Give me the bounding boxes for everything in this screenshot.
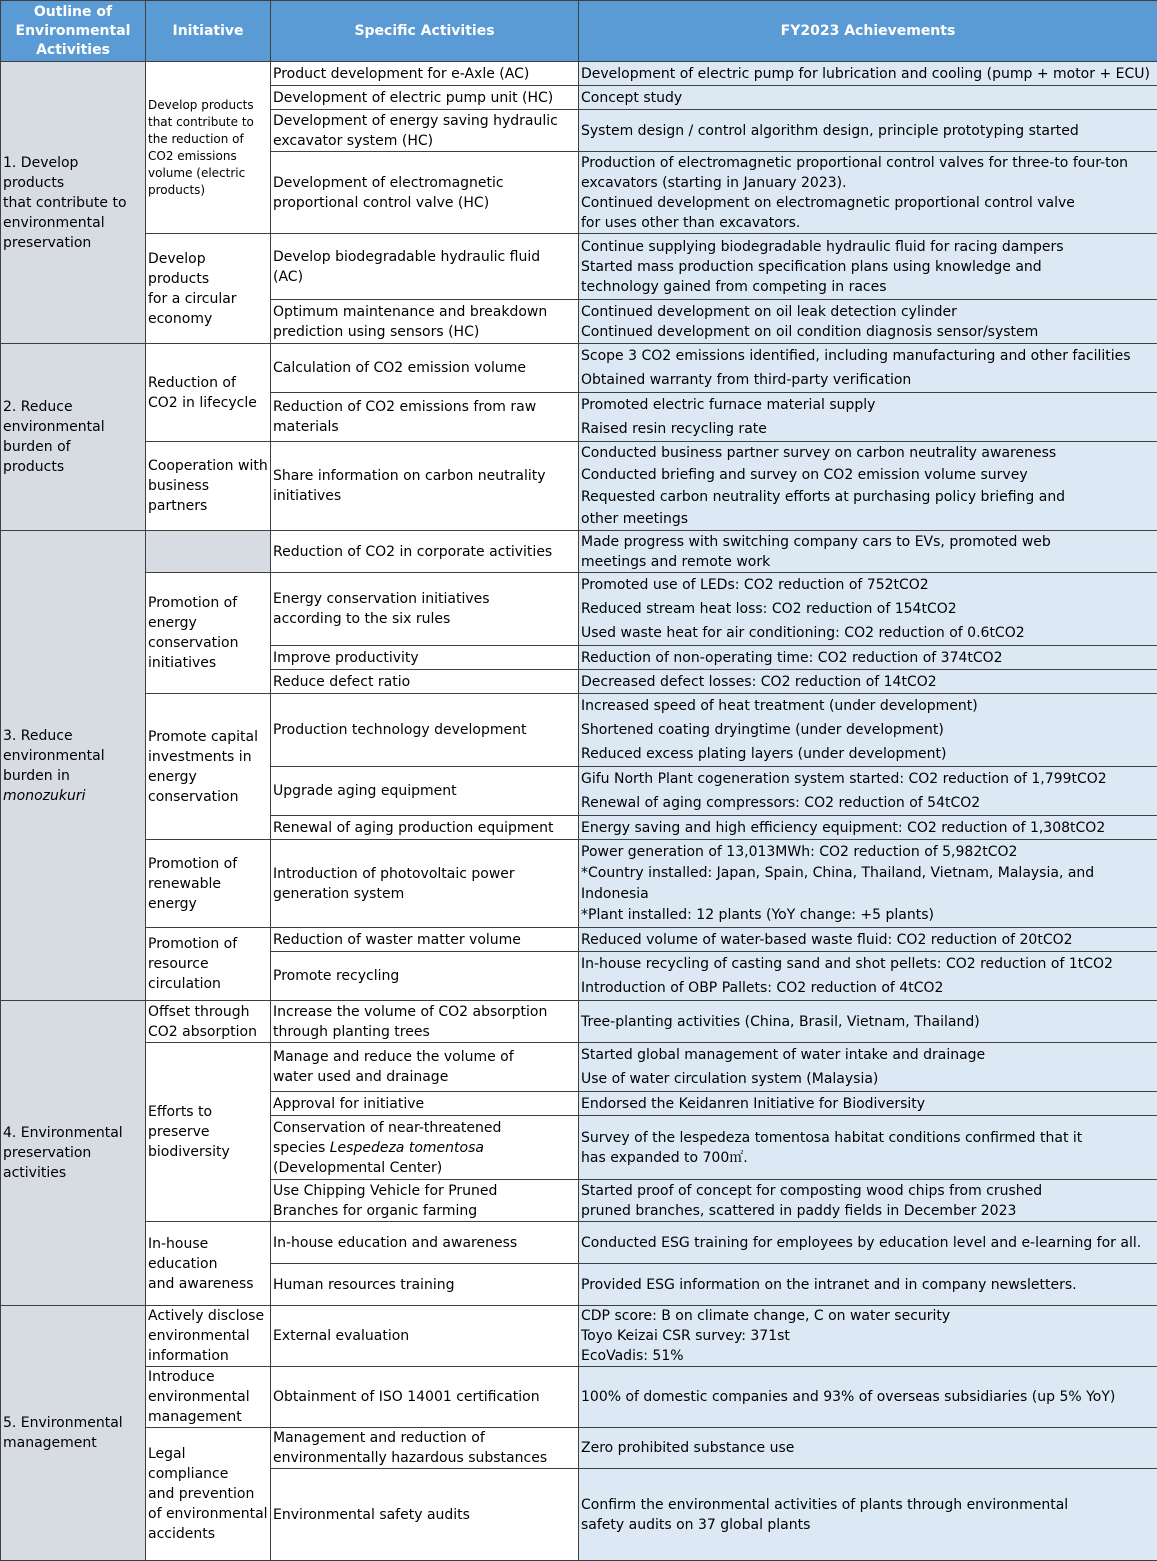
achievement-cell: Conducted business partner survey on carbon neutrality awareness Conducted briefing and survey on CO2 emission volume survey Requested carbon neutrality efforts at purchasing policy briefing and other meetings [579, 442, 1157, 531]
achievement-cell: Zero prohibited substance use [579, 1428, 1157, 1469]
activity-cell: Reduction of waster matter volume [271, 928, 579, 952]
activity-cell [271, 1116, 579, 1180]
section-1-label: 1. Develop products that contribute to environmental preservation [1, 62, 146, 344]
table-row [1, 344, 1157, 393]
activity-cell: Energy conservation initiatives according to the six rules [271, 573, 579, 646]
activity-cell: Environmental safety audits [271, 1469, 579, 1561]
header-initiative: Initiative [146, 1, 271, 62]
activity-cell: In-house education and awareness [271, 1222, 579, 1264]
table-row [1, 234, 1157, 300]
section-3-label [1, 531, 146, 1001]
activity-cell: Calculation of CO2 emission volume [271, 344, 579, 393]
activity-cell: Reduce defect ratio [271, 670, 579, 694]
achievement-cell: Survey of the lespedeza tomentosa habitat conditions confirmed that it has expanded to 700㎡. [579, 1116, 1157, 1180]
achievement-cell: Energy saving and high efficiency equipment: CO2 reduction of 1,308tCO2 [579, 816, 1157, 840]
achievement-cell: Started proof of concept for composting wood chips from crushed pruned branches, scattered in paddy fields in December 2023 [579, 1180, 1157, 1222]
activity-cell: Development of electromagnetic proportional control valve (HC) [271, 152, 579, 234]
activity-cell: Introduction of photovoltaic power generation system [271, 840, 579, 928]
initiative-capital-investments: Promote capital investments in energy conservation [146, 694, 271, 840]
table-row [1, 1043, 1157, 1092]
activity-italic-text: Lespedeza tomentosa [330, 1140, 484, 1156]
achievement-cell: Production of electromagnetic proportional control valves for three-to four-ton excavators (starting in January 2023). Continued development on electromagnetic proportional control valve for uses other than excavators. [579, 152, 1157, 234]
activity-cell: Upgrade aging equipment [271, 767, 579, 816]
activity-cell: Improve productivity [271, 646, 579, 670]
table-row [1, 62, 1157, 86]
activity-text: Conservation of near-threatened species [273, 1120, 501, 1156]
activity-cell: Use Chipping Vehicle for Pruned Branches for organic farming [271, 1180, 579, 1222]
activity-cell: Development of electric pump unit (HC) [271, 86, 579, 110]
achievement-cell: Reduced volume of water-based waste fluid: CO2 reduction of 20tCO2 [579, 928, 1157, 952]
achievement-cell: Made progress with switching company cars to EVs, promoted web meetings and remote work [579, 531, 1157, 573]
activity-cell: Optimum maintenance and breakdown prediction using sensors (HC) [271, 300, 579, 344]
activity-cell: Obtainment of ISO 14001 certification [271, 1367, 579, 1428]
initiative-co2-absorption: Offset through CO2 absorption [146, 1001, 271, 1043]
table-row [1, 694, 1157, 767]
activity-cell: Production technology development [271, 694, 579, 767]
activity-cell: Human resources training [271, 1264, 579, 1306]
initiative-resource-circulation: Promotion of resource circulation [146, 928, 271, 1001]
activity-cell: Management and reduction of environmentally hazardous substances [271, 1428, 579, 1469]
achievement-cell: Tree-planting activities (China, Brasil, Vietnam, Thailand) [579, 1001, 1157, 1043]
achievement-cell: Increased speed of heat treatment (under development) Shortened coating dryingtime (under development) Reduced excess plating layers (under development) [579, 694, 1157, 767]
activity-cell: External evaluation [271, 1306, 579, 1367]
table-row [1, 1222, 1157, 1264]
table-header-row [1, 1, 1157, 62]
achievement-cell: CDP score: B on climate change, C on water security Toyo Keizai CSR survey: 371st EcoVadis: 51% [579, 1306, 1157, 1367]
activity-cell: Renewal of aging production equipment [271, 816, 579, 840]
table-row [1, 840, 1157, 928]
header-fy2023-achievements: FY2023 Achievements [579, 1, 1157, 62]
initiative-legal-compliance: Legal compliance and prevention of environmental accidents [146, 1428, 271, 1561]
achievement-cell: Confirm the environmental activities of plants through environmental safety audits on 37 global plants [579, 1469, 1157, 1561]
achievement-cell: Conducted ESG training for employees by education level and e-learning for all. [579, 1222, 1157, 1264]
achievement-cell: Decreased defect losses: CO2 reduction of 14tCO2 [579, 670, 1157, 694]
activity-cell: Development of energy saving hydraulic excavator system (HC) [271, 110, 579, 152]
header-outline: Outline of Environmental Activities [1, 1, 146, 62]
achievement-cell: In-house recycling of casting sand and shot pellets: CO2 reduction of 1tCO2 Introduction of OBP Pallets: CO2 reduction of 4tCO2 [579, 952, 1157, 1001]
achievement-cell: Promoted use of LEDs: CO2 reduction of 752tCO2 Reduced stream heat loss: CO2 reduction of 154tCO2 Used waste heat for air conditioning: CO2 reduction of 0.6tCO2 [579, 573, 1157, 646]
section-3-text: 3. Reduce environmental burden in [3, 728, 105, 784]
section-3-italic-text: monozukuri [3, 788, 86, 804]
initiative-energy-conservation: Promotion of energy conservation initiatives [146, 573, 271, 694]
achievement-cell: Endorsed the Keidanren Initiative for Biodiversity [579, 1092, 1157, 1116]
table-row [1, 928, 1157, 952]
activity-cell: Reduction of CO2 in corporate activities [271, 531, 579, 573]
table-row [1, 1001, 1157, 1043]
table-row [1, 573, 1157, 646]
initiative-business-partners: Cooperation with business partners [146, 442, 271, 531]
activity-cell: Develop biodegradable hydraulic fluid (AC) [271, 234, 579, 300]
initiative-education: In-house education and awareness [146, 1222, 271, 1306]
table-row [1, 1306, 1157, 1367]
achievement-cell: Concept study [579, 86, 1157, 110]
achievement-cell: Promoted electric furnace material supply Raised resin recycling rate [579, 393, 1157, 442]
achievement-cell: 100% of domestic companies and 93% of overseas subsidiaries (up 5% YoY) [579, 1367, 1157, 1428]
achievement-cell: Development of electric pump for lubrication and cooling (pump + motor + ECU) [579, 62, 1157, 86]
initiative-blank-cell [146, 531, 271, 573]
achievement-cell: Gifu North Plant cogeneration system started: CO2 reduction of 1,799tCO2 Renewal of aging compressors: CO2 reduction of 54tCO2 [579, 767, 1157, 816]
achievement-cell: Continued development on oil leak detection cylinder Continued development on oil condition diagnosis sensor/system [579, 300, 1157, 344]
activity-cell: Reduction of CO2 emissions from raw materials [271, 393, 579, 442]
section-2-label: 2. Reduce environmental burden of products [1, 344, 146, 531]
achievement-cell: Provided ESG information on the intranet and in company newsletters. [579, 1264, 1157, 1306]
initiative-biodiversity: Efforts to preserve biodiversity [146, 1043, 271, 1222]
achievement-cell: Scope 3 CO2 emissions identified, including manufacturing and other facilities Obtained warranty from third-party verification [579, 344, 1157, 393]
activity-cell: Promote recycling [271, 952, 579, 1001]
initiative-env-management: Introduce environmental management [146, 1367, 271, 1428]
section-4-label: 4. Environmental preservation activities [1, 1001, 146, 1306]
activity-cell: Manage and reduce the volume of water used and drainage [271, 1043, 579, 1092]
initiative-circular-economy: Develop products for a circular economy [146, 234, 271, 344]
achievement-cell: Reduction of non-operating time: CO2 reduction of 374tCO2 [579, 646, 1157, 670]
activity-cell: Increase the volume of CO2 absorption through planting trees [271, 1001, 579, 1043]
activity-text-tail: (Developmental Center) [273, 1160, 442, 1176]
activity-cell: Product development for e-Axle (AC) [271, 62, 579, 86]
section-5-label: 5. Environmental management [1, 1306, 146, 1561]
header-specific-activities: Specific Activities [271, 1, 579, 62]
activity-cell: Approval for initiative [271, 1092, 579, 1116]
initiative-renewable-energy: Promotion of renewable energy [146, 840, 271, 928]
table-row [1, 1428, 1157, 1469]
table-row [1, 531, 1157, 573]
achievement-cell: Power generation of 13,013MWh: CO2 reduction of 5,982tCO2 *Country installed: Japan, Spain, China, Thailand, Vietnam, Malaysia, and Indonesia *Plant installed: 12 plants (YoY change: +5 plants) [579, 840, 1157, 928]
activity-cell: Share information on carbon neutrality initiatives [271, 442, 579, 531]
achievement-cell: Started global management of water intake and drainage Use of water circulation system (Malaysia) [579, 1043, 1157, 1092]
table-row [1, 442, 1157, 531]
initiative-electric-products: Develop products that contribute to the reduction of CO2 emissions volume (electric products) [146, 62, 271, 234]
achievement-cell: Continue supplying biodegradable hydraulic fluid for racing dampers Started mass production specification plans using knowledge and technology gained from competing in races [579, 234, 1157, 300]
table-row [1, 1367, 1157, 1428]
achievement-cell: System design / control algorithm design, principle prototyping started [579, 110, 1157, 152]
initiative-co2-lifecycle: Reduction of CO2 in lifecycle [146, 344, 271, 442]
initiative-disclose-info: Actively disclose environmental information [146, 1306, 271, 1367]
